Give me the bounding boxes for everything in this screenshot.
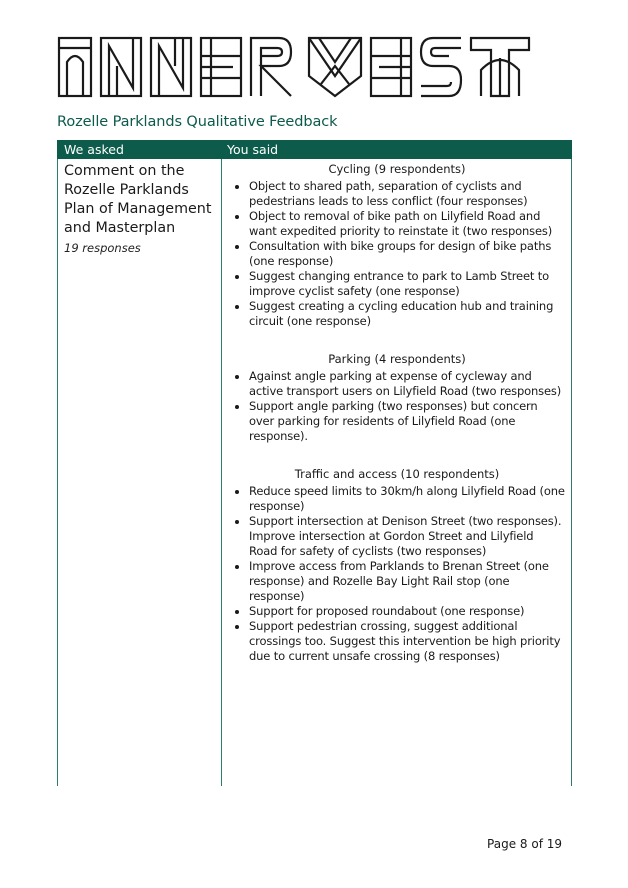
list-item: • Improve access from Parklands to Brenan Street (one response) and Rozelle Bay Light Rail stop (one response) <box>249 559 565 604</box>
list-item: • Against angle parking at expense of cycleway and active transport users on Lilyfield Road (two responses) <box>249 369 565 399</box>
header-we-asked: We asked <box>64 142 124 157</box>
section-title: Traffic and access (10 respondents) <box>294 467 500 481</box>
list-item: • Support for proposed roundabout (one response) <box>249 604 565 619</box>
feedback-list <box>229 179 565 329</box>
you-said-cell <box>229 162 565 687</box>
list-item: • Consultation with bike groups for design of bike paths (one response) <box>249 239 565 269</box>
list-item: • Object to removal of bike path on Lilyfield Road and want expedited priority to reinstate it (two responses) <box>249 209 565 239</box>
feedback-list <box>229 369 565 444</box>
feedback-table <box>57 140 572 786</box>
section-traffic-access <box>229 467 565 664</box>
list-item: • Object to shared path, separation of cyclists and pedestrians leads to less conflict (four responses) <box>249 179 565 209</box>
page-number: Page 8 of 19 <box>487 837 562 851</box>
response-count: 19 responses <box>64 241 141 255</box>
list-item: • Support angle parking (two responses) but concern over parking for residents of Lilyfield Road (one response). <box>249 399 565 444</box>
list-item: • Suggest changing entrance to park to Lamb Street to improve cyclist safety (one response) <box>249 269 565 299</box>
section-cycling <box>229 162 565 329</box>
table-column-divider <box>221 159 222 786</box>
inner-west-logo-graphic <box>57 36 531 98</box>
list-item: • Support pedestrian crossing, suggest additional crossings too. Suggest this intervention be high priority due to current unsafe crossing (8 responses) <box>249 619 565 664</box>
section-parking <box>229 352 565 444</box>
table-border-right <box>571 159 572 786</box>
list-item: • Suggest creating a cycling education hub and training circuit (one response) <box>249 299 565 329</box>
document-title: Rozelle Parklands Qualitative Feedback <box>57 114 338 130</box>
list-item: • Support intersection at Denison Street (two responses). Improve intersection at Gordon Street and Lilyfield Road for safety of cyclists (two responses) <box>249 514 565 559</box>
list-item: • Reduce speed limits to 30km/h along Lilyfield Road (one response) <box>249 484 565 514</box>
table-header <box>57 140 572 159</box>
question-text: Comment on the Rozelle Parklands Plan of Management and Masterplan <box>64 163 212 236</box>
inner-west-logo <box>57 36 531 98</box>
table-border-left <box>57 159 58 786</box>
section-title: Parking (4 respondents) <box>328 352 466 366</box>
feedback-list <box>229 484 565 664</box>
header-you-said: You said <box>227 142 279 157</box>
we-asked-cell <box>64 162 214 255</box>
section-title: Cycling (9 respondents) <box>328 162 466 176</box>
